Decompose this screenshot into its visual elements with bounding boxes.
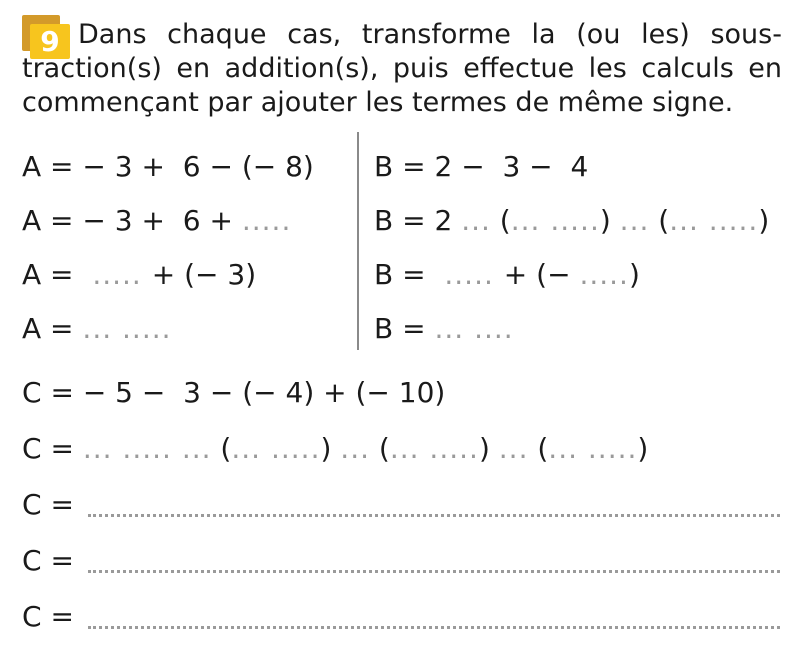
equation-c-1 <box>22 376 445 410</box>
term-blank[interactable]: ... ..... <box>231 432 321 465</box>
equation-a-3 <box>22 258 256 292</box>
operator-blank[interactable]: ... <box>340 432 370 465</box>
expression-c: ( <box>528 432 549 465</box>
expression-b: 2 − 3 − 4 <box>434 150 589 183</box>
expression-b: + (− <box>503 258 580 291</box>
exercise-number: 9 <box>30 24 70 59</box>
lhs-b: B = <box>374 258 435 291</box>
lhs-b: B = <box>374 312 435 345</box>
lhs-a: A = <box>22 204 83 237</box>
answer-blank[interactable]: ..... <box>434 258 504 291</box>
equation-c-2 <box>22 432 648 466</box>
lhs-c: C = <box>22 600 83 633</box>
expression-b: ( <box>649 204 670 237</box>
lhs-c: C = <box>22 376 83 409</box>
expression-b: ) <box>758 204 770 237</box>
operator-blank[interactable]: ... <box>619 204 650 237</box>
lhs-c: C = <box>22 432 83 465</box>
expression-c: − 5 − 3 − (− 4) + (− 10) <box>82 376 446 409</box>
answer-blank[interactable]: ..... <box>82 258 152 291</box>
answer-dotted-line[interactable] <box>88 570 780 573</box>
equation-b-4 <box>374 312 514 346</box>
answer-blank[interactable]: ... ..... <box>82 312 172 345</box>
expression-b: 2 <box>434 204 462 237</box>
answer-dotted-line[interactable] <box>88 514 780 517</box>
lhs-b: B = <box>374 150 435 183</box>
expression-c: ( <box>370 432 390 465</box>
lhs-c: C = <box>22 488 83 521</box>
lhs-a: A = <box>22 312 83 345</box>
answer-blank[interactable]: ... .... <box>434 312 514 345</box>
term-blank[interactable]: ... ..... <box>389 432 479 465</box>
lhs-b: B = <box>374 204 435 237</box>
equation-b-3 <box>374 258 640 292</box>
equation-a-2 <box>22 204 291 238</box>
operator-blank[interactable]: ... <box>498 432 529 465</box>
lhs-a: A = <box>22 258 83 291</box>
lhs-c: C = <box>22 544 83 577</box>
term-blank[interactable]: ... ..... <box>510 204 600 237</box>
equation-c-3 <box>22 488 83 522</box>
expression-b: ) <box>628 258 640 291</box>
operator-blank[interactable]: ... <box>461 204 491 237</box>
expression-a: − 3 + 6 + <box>82 204 242 237</box>
lhs-a: A = <box>22 150 83 183</box>
expression-c: ) <box>320 432 341 465</box>
expression-b: ) <box>599 204 620 237</box>
expression-c: ) <box>637 432 649 465</box>
expression-a: − 3 + 6 − (− 8) <box>82 150 314 183</box>
expression-b: ( <box>490 204 511 237</box>
equation-c-4 <box>22 544 83 578</box>
expression-c: ) <box>478 432 499 465</box>
equation-c-5 <box>22 600 83 634</box>
term-blank[interactable]: ... ..... <box>669 204 759 237</box>
column-divider <box>357 132 359 350</box>
expression-c: ( <box>211 432 232 465</box>
term-blank[interactable]: ... ..... ... <box>82 432 212 465</box>
term-blank[interactable]: ... ..... <box>548 432 638 465</box>
equation-a-1 <box>22 150 314 184</box>
expression-a: + (− 3) <box>151 258 257 291</box>
term-blank[interactable]: ..... <box>579 258 629 291</box>
equation-b-2 <box>374 204 769 238</box>
answer-dotted-line[interactable] <box>88 626 780 629</box>
equation-a-4 <box>22 312 172 346</box>
equation-b-1 <box>374 150 588 184</box>
answer-blank[interactable]: ..... <box>241 204 292 237</box>
exercise-instruction: Dans chaque cas, transforme la (ou les) soustraction(s) en addition(s), puis effectue les calculs en commençant par ajouter les termes de même signe. <box>22 19 782 118</box>
